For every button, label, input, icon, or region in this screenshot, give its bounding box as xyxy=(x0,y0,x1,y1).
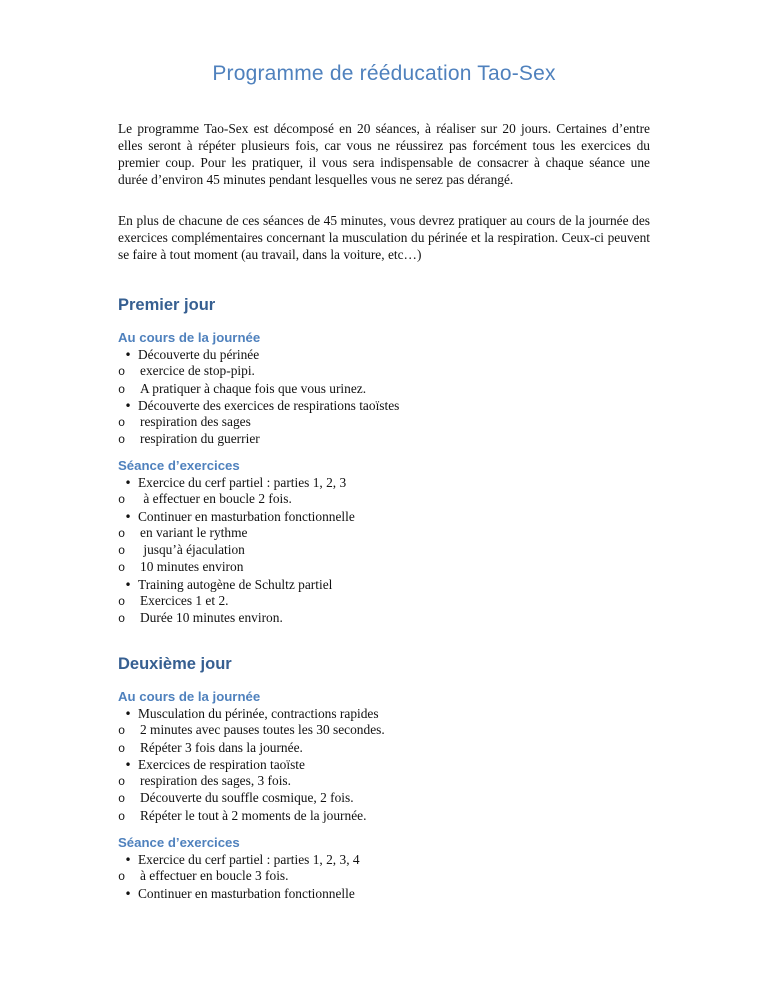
sub-list-item: o 2 minutes avec pauses toutes les 30 secondes. xyxy=(118,722,658,739)
bullet-icon xyxy=(118,886,138,902)
list-item: • Découverte du périnée xyxy=(118,347,658,363)
circle-bullet-icon xyxy=(118,808,140,825)
circle-bullet-icon xyxy=(118,559,140,576)
circle-bullet-icon xyxy=(118,381,140,398)
bullet-icon xyxy=(118,706,138,722)
sub-list-item: o 10 minutes environ xyxy=(118,559,658,576)
circle-bullet-icon xyxy=(118,790,140,807)
document-title: Programme de rééducation Tao-Sex xyxy=(212,62,556,85)
intro-paragraph-1: Le programme Tao-Sex est décomposé en 20 séances, à réaliser sur 20 jours. Certaines d’entre elles seront à répéter plusieurs fois, car vous ne réussirez pas forcément tous les exercices du premier coup. Pour les pratiquer, il vous sera indispensable de consacrer à chaque séance une durée d’environ 45 minutes pendant lesquelles vous ne serez pas dérangé. xyxy=(118,121,650,187)
circle-bullet-icon xyxy=(118,363,140,380)
list-item: • Training autogène de Schultz partiel xyxy=(118,577,658,593)
sub-list-item: o respiration des sages, 3 fois. xyxy=(118,773,658,790)
bullet-icon xyxy=(118,475,138,491)
circle-bullet-icon xyxy=(118,740,140,757)
circle-bullet-icon xyxy=(118,414,140,431)
sub-list-item: o exercice de stop-pipi. xyxy=(118,363,658,380)
sub-list-item: o jusqu’à éjaculation xyxy=(118,542,658,559)
sub-list-item: o en variant le rythme xyxy=(118,525,658,542)
list-item: • Continuer en masturbation fonctionnelle xyxy=(118,509,658,525)
circle-bullet-icon xyxy=(118,431,140,448)
circle-bullet-icon xyxy=(118,868,140,885)
day-1-heading: Premier jour xyxy=(118,296,216,314)
day-1-seance-heading: Séance d’exercices xyxy=(118,458,240,473)
list-item: • Exercices de respiration taoïste xyxy=(118,757,658,773)
sub-list-item: o Durée 10 minutes environ. xyxy=(118,610,658,627)
sub-list-item: o respiration du guerrier xyxy=(118,431,658,448)
list-item: • Exercice du cerf partiel : parties 1, 2, 3 xyxy=(118,475,658,491)
circle-bullet-icon xyxy=(118,722,140,739)
list-item: • Découverte des exercices de respirations taoïstes xyxy=(118,398,658,414)
day-1-journee-heading: Au cours de la journée xyxy=(118,330,261,345)
sub-list-item: o à effectuer en boucle 2 fois. xyxy=(118,491,658,508)
circle-bullet-icon xyxy=(118,491,140,508)
circle-bullet-icon xyxy=(118,593,140,610)
circle-bullet-icon xyxy=(118,610,140,627)
day-2-seance-list xyxy=(118,852,658,902)
list-item: • Exercice du cerf partiel : parties 1, 2, 3, 4 xyxy=(118,852,658,868)
list-item: • Musculation du périnée, contractions rapides xyxy=(118,706,658,722)
intro-paragraph-2: En plus de chacune de ces séances de 45 minutes, vous devrez pratiquer au cours de la journée des exercices complémentaires concernant la musculation du périnée et la respiration. Ceux-ci peuvent se faire à tout moment (au travail, dans la voiture, etc…) xyxy=(118,213,650,262)
circle-bullet-icon xyxy=(118,542,140,559)
day-1-seance-list xyxy=(118,475,658,628)
day-2-seance-heading: Séance d’exercices xyxy=(118,835,240,850)
bullet-icon xyxy=(118,757,138,773)
sub-list-item: o Répéter 3 fois dans la journée. xyxy=(118,740,658,757)
day-2-journee-heading: Au cours de la journée xyxy=(118,689,261,704)
sub-list-item: o Découverte du souffle cosmique, 2 fois. xyxy=(118,790,658,807)
bullet-icon xyxy=(118,347,138,363)
bullet-icon xyxy=(118,577,138,593)
sub-list-item: o Répéter le tout à 2 moments de la journée. xyxy=(118,808,658,825)
day-2-heading: Deuxième jour xyxy=(118,655,232,673)
day-2-journee-list xyxy=(118,706,658,825)
circle-bullet-icon xyxy=(118,773,140,790)
list-item: • Continuer en masturbation fonctionnelle xyxy=(118,886,658,902)
sub-list-item: o A pratiquer à chaque fois que vous urinez. xyxy=(118,381,658,398)
day-1-journee-list xyxy=(118,347,658,449)
circle-bullet-icon xyxy=(118,525,140,542)
sub-list-item: o respiration des sages xyxy=(118,414,658,431)
sub-list-item: o Exercices 1 et 2. xyxy=(118,593,658,610)
bullet-icon xyxy=(118,852,138,868)
sub-list-item: o à effectuer en boucle 3 fois. xyxy=(118,868,658,885)
bullet-icon xyxy=(118,509,138,525)
bullet-icon xyxy=(118,398,138,414)
